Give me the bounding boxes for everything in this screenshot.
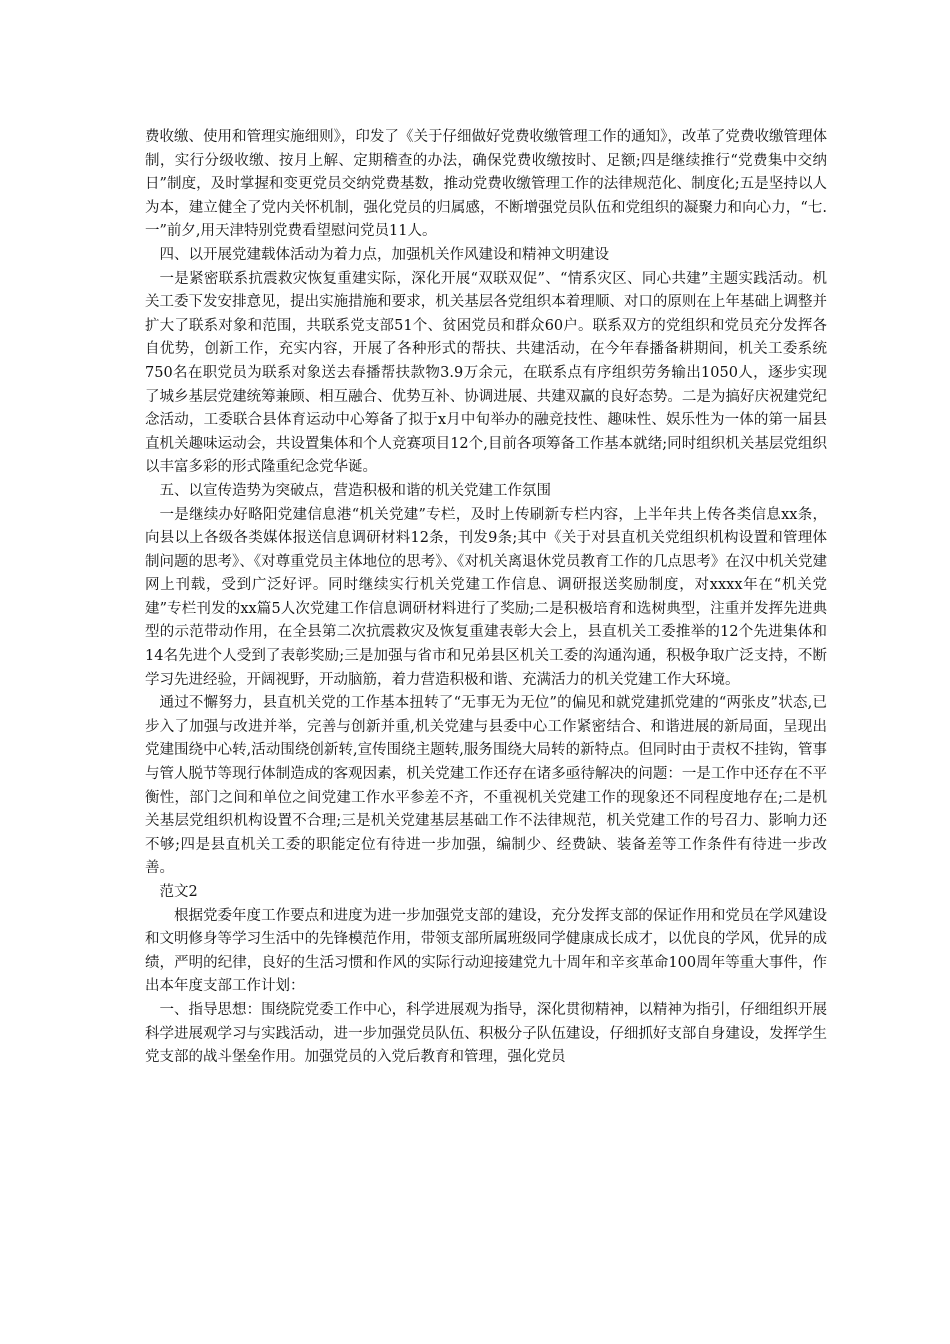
section-heading-5: 五、以宣传造势为突破点，营造积极和谐的机关党建工作氛围 [159,482,551,499]
paragraph-guiding-thought: 一、指导思想：围绕院党委工作中心，科学进展观为指导，深化贯彻精神，以精神为指引，仔细组织开展科学进展观学习与实践活动，进一步加强党员队伍、积极分子队伍建设，仔细抓好支部自身建设，发挥学生党支部的战斗堡垒作用。加强党员的入党后教育和管理，强化党员 [145,1001,827,1066]
paragraph-activities: 一是紧密联系抗震救灾恢复重建实际，深化开展“双联双促”、“情系灾区、同心共建”主题实践活动。机关工委下发安排意见，提出实施措施和要求，机关基层各党组织本着理顺、对口的原则在上年基础上调整并扩大了联系对象和范围，共联系党支部51个、贫困党员和群众60户。联系双方的党组织和党员充分发挥各自优势，创新工作，充实内容，开展了各种形式的帮扶、共建活动，在今年春播备耕期间，机关工委系统750名在职党员为联系对象送去春播帮扶款物3.9万余元，在联系点有序组织劳务输出1050人，逐步实现了城乡基层党建统筹兼顾、相互融合、优势互补、协调进展、共建双赢的良好态势。二是为搞好庆祝建党纪念活动，工委联合县体育运动中心筹备了拟于x月中旬举办的融竞技性、趣味性、娱乐性为一体的第一届县直机关趣味运动会，共设置集体和个人竞赛项目12个,目前各项筹备工作基本就绪;同时组织机关基层党组织以丰富多彩的形式隆重纪念党华诞。 [145,270,827,476]
paragraph-party-fee: 费收缴、使用和管理实施细则》，印发了《关于仔细做好党费收缴管理工作的通知》，改革了党费收缴管理体制，实行分级收缴、按月上解、定期稽查的办法，确保党费收缴按时、足额;四是继续推行“党费集中交纳日”制度，及时掌握和变更党员交纳党费基数，推动党费收缴管理工作的法律规范化、制度化;五是坚持以人为本，建立健全了党内关怀机制，强化党员的归属感，不断增强党员队伍和党组织的凝聚力和向心力，“七.一”前夕,用天津特别党费看望慰问党员11人。 [145,129,827,240]
section-heading-4: 四、以开展党建载体活动为着力点，加强机关作风建设和精神文明建设 [159,246,609,263]
paragraph-publicity: 一是继续办好略阳党建信息港“机关党建”专栏，及时上传刷新专栏内容，上半年共上传各类信息xx条，向县以上各级各类媒体报送信息调研材料12条，刊发9条;其中《关于对县直机关党组织机构设置和管理体制问题的思考》、《对尊重党员主体地位的思考》、《对机关离退休党员教育工作的几点思考》在汉中机关党建网上刊载，受到广泛好评。同时继续实行机关党建工作信息、调研报送奖励制度，对xxxx年在“机关党建”专栏刊发的xx篇5人次党建工作信息调研材料进行了奖励;二是积极培育和选树典型，注重并发挥先进典型的示范带动作用，在全县第二次抗震救灾及恢复重建表彰大会上，县直机关工委推举的12个先进集体和14名先进个人受到了表彰奖励;三是加强与省市和兄弟县区机关工委的沟通沟通，积极争取广泛支持，不断学习先进经验，开阔视野，开动脑筋，着力营造积极和谐、充满活力的机关党建工作大环境。 [145,506,827,688]
document-body [145,126,827,1070]
sample-heading: 范文2 [159,884,198,900]
paragraph-summary: 通过不懈努力，县直机关党的工作基本扭转了“无事无为无位”的偏见和就党建抓党建的“两张皮”状态,已步入了加强与改进并举，完善与创新并重,机关党建与县委中心工作紧密结合、和谐进展的新局面，呈现出党建围绕中心转,活动围绕创新转,宣传围绕主题转,服务围绕大局转的新特点。但同时由于责权不挂钩，管事与管人脱节等现行体制造成的客观因素，机关党建工作还存在诸多亟待解决的问题：一是工作中还存在不平衡性，部门之间和单位之间党建工作水平参差不齐，不重视机关党建工作的现象还不同程度地存在;二是机关基层党组织机构设置不合理;三是机关党建基层基础工作不法律规范，机关党建工作的号召力、影响力还不够;四是县直机关工委的职能定位有待进一步加强，编制少、经费缺、装备差等工作条件有待进一步改善。 [145,695,827,877]
paragraph-plan-intro: 根据党委年度工作要点和进度为进一步加强党支部的建设，充分发挥支部的保证作用和党员在学风建设和文明修身等学习生活中的先锋模范作用，带领支部所属班级同学健康成长成才，以优良的学风，优异的成绩，严明的纪律，良好的生活习惯和作风的实际行动迎接建党九十周年和辛亥革命100周年等重大事件，作出本年度支部工作计划： [145,907,827,995]
